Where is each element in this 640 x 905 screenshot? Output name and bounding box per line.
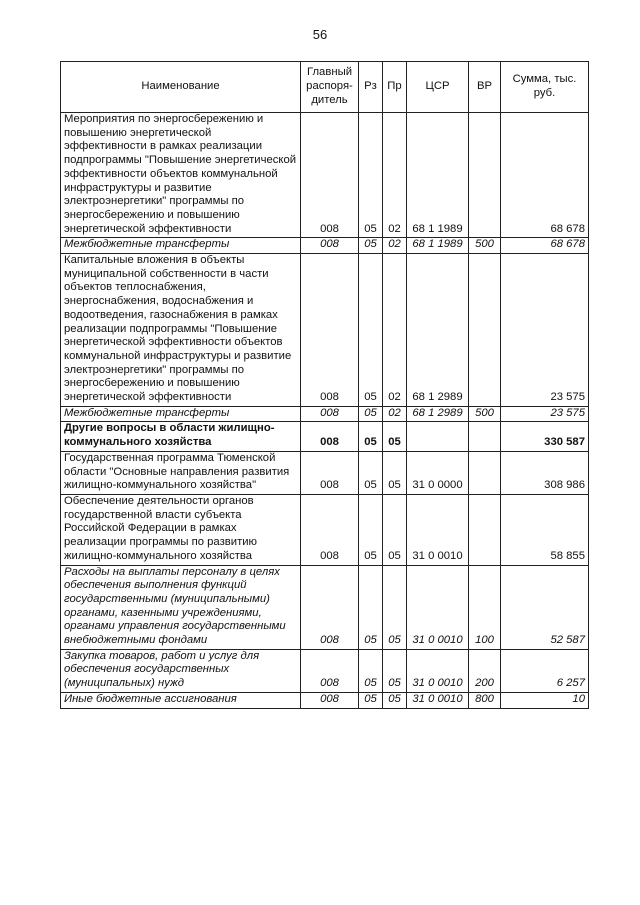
table-row	[61, 565, 589, 649]
row-admin: 008	[301, 451, 359, 494]
table-header	[61, 62, 589, 113]
row-sum: 330 587	[501, 422, 589, 451]
row-pr: 05	[383, 451, 407, 494]
row-csr: 31 0 0010	[407, 649, 469, 692]
budget-table	[60, 61, 589, 709]
row-csr: 68 1 1989	[407, 113, 469, 238]
row-pr: 02	[383, 406, 407, 422]
row-rz: 05	[359, 406, 383, 422]
row-name: Иные бюджетные ассигнования	[61, 692, 301, 708]
row-name: Межбюджетные трансферты	[61, 406, 301, 422]
row-sum: 308 986	[501, 451, 589, 494]
row-sum: 68 678	[501, 113, 589, 238]
row-name: Обеспечение деятельности органов государственной власти субъекта Российской Федерации в рамках реализации программы по развитию жилищно-коммунального хозяйства	[61, 494, 301, 565]
row-sum: 23 575	[501, 406, 589, 422]
row-csr: 68 1 2989	[407, 406, 469, 422]
header-pr: Пр	[383, 62, 407, 113]
row-rz: 05	[359, 649, 383, 692]
row-admin: 008	[301, 649, 359, 692]
header-admin: Главный распоря-дитель	[301, 62, 359, 113]
row-vr	[469, 254, 501, 407]
row-name: Мероприятия по энергосбережению и повышению энергетической эффективности в рамках реализации подпрограммы "Повышение энергетической эффективности объектов коммунальной инфраструктуры и развитие электроэнергетики" программы по энергосбережению и повышению энергетической эффективности	[61, 113, 301, 238]
table-row	[61, 113, 589, 238]
row-pr: 02	[383, 254, 407, 407]
table-row	[61, 451, 589, 494]
table-row	[61, 238, 589, 254]
table-row	[61, 406, 589, 422]
row-name: Закупка товаров, работ и услуг для обеспечения государственных (муниципальных) нужд	[61, 649, 301, 692]
row-pr: 02	[383, 113, 407, 238]
row-csr: 31 0 0000	[407, 451, 469, 494]
row-sum: 52 587	[501, 565, 589, 649]
row-vr: 200	[469, 649, 501, 692]
row-sum: 6 257	[501, 649, 589, 692]
row-rz: 05	[359, 692, 383, 708]
row-name: Капитальные вложения в объекты муниципальной собственности в части объектов теплоснабжения, энергоснабжения, водоснабжения и водоотведения, газоснабжения в рамках реализации подпрограммы "Повышение энергетической эффективности объектов коммунальной инфраструктуры и развитие электроэнергетики" программы по энергосбережению и повышению энергетической эффективности	[61, 254, 301, 407]
row-pr: 05	[383, 692, 407, 708]
row-pr: 05	[383, 565, 407, 649]
page-number: 56	[312, 27, 328, 42]
header-csr: ЦСР	[407, 62, 469, 113]
row-vr: 500	[469, 406, 501, 422]
row-admin: 008	[301, 113, 359, 238]
table-row	[61, 254, 589, 407]
row-rz: 05	[359, 238, 383, 254]
row-sum: 58 855	[501, 494, 589, 565]
header-name: Наименование	[61, 62, 301, 113]
row-rz: 05	[359, 494, 383, 565]
row-csr	[407, 422, 469, 451]
row-csr: 31 0 0010	[407, 565, 469, 649]
row-sum: 23 575	[501, 254, 589, 407]
row-admin: 008	[301, 254, 359, 407]
table-row	[61, 422, 589, 451]
row-admin: 008	[301, 565, 359, 649]
row-vr: 800	[469, 692, 501, 708]
row-name: Расходы на выплаты персоналу в целях обеспечения выполнения функций государственными (муниципальными) органами, казенными учреждениями, органами управления государственными внебюджетными фондами	[61, 565, 301, 649]
row-csr: 68 1 2989	[407, 254, 469, 407]
header-vr: ВР	[469, 62, 501, 113]
row-admin: 008	[301, 494, 359, 565]
row-vr	[469, 494, 501, 565]
row-vr: 500	[469, 238, 501, 254]
row-name: Межбюджетные трансферты	[61, 238, 301, 254]
row-pr: 02	[383, 238, 407, 254]
row-vr	[469, 422, 501, 451]
header-sum: Сумма, тыс. руб.	[501, 62, 589, 113]
row-rz: 05	[359, 422, 383, 451]
row-admin: 008	[301, 422, 359, 451]
table-row	[61, 692, 589, 708]
row-rz: 05	[359, 565, 383, 649]
table-row	[61, 494, 589, 565]
row-csr: 68 1 1989	[407, 238, 469, 254]
row-vr	[469, 113, 501, 238]
row-sum: 10	[501, 692, 589, 708]
row-pr: 05	[383, 494, 407, 565]
row-rz: 05	[359, 254, 383, 407]
table-body	[61, 113, 589, 709]
row-admin: 008	[301, 406, 359, 422]
table-row	[61, 649, 589, 692]
row-pr: 05	[383, 649, 407, 692]
row-rz: 05	[359, 113, 383, 238]
row-admin: 008	[301, 692, 359, 708]
header-row	[61, 62, 589, 113]
row-sum: 68 678	[501, 238, 589, 254]
row-admin: 008	[301, 238, 359, 254]
row-name: Другие вопросы в области жилищно-коммунального хозяйства	[61, 422, 301, 451]
row-vr	[469, 451, 501, 494]
header-rz: Рз	[359, 62, 383, 113]
row-vr: 100	[469, 565, 501, 649]
row-pr: 05	[383, 422, 407, 451]
row-csr: 31 0 0010	[407, 692, 469, 708]
row-rz: 05	[359, 451, 383, 494]
row-csr: 31 0 0010	[407, 494, 469, 565]
row-name: Государственная программа Тюменской области "Основные направления развития жилищно-коммунального хозяйства"	[61, 451, 301, 494]
